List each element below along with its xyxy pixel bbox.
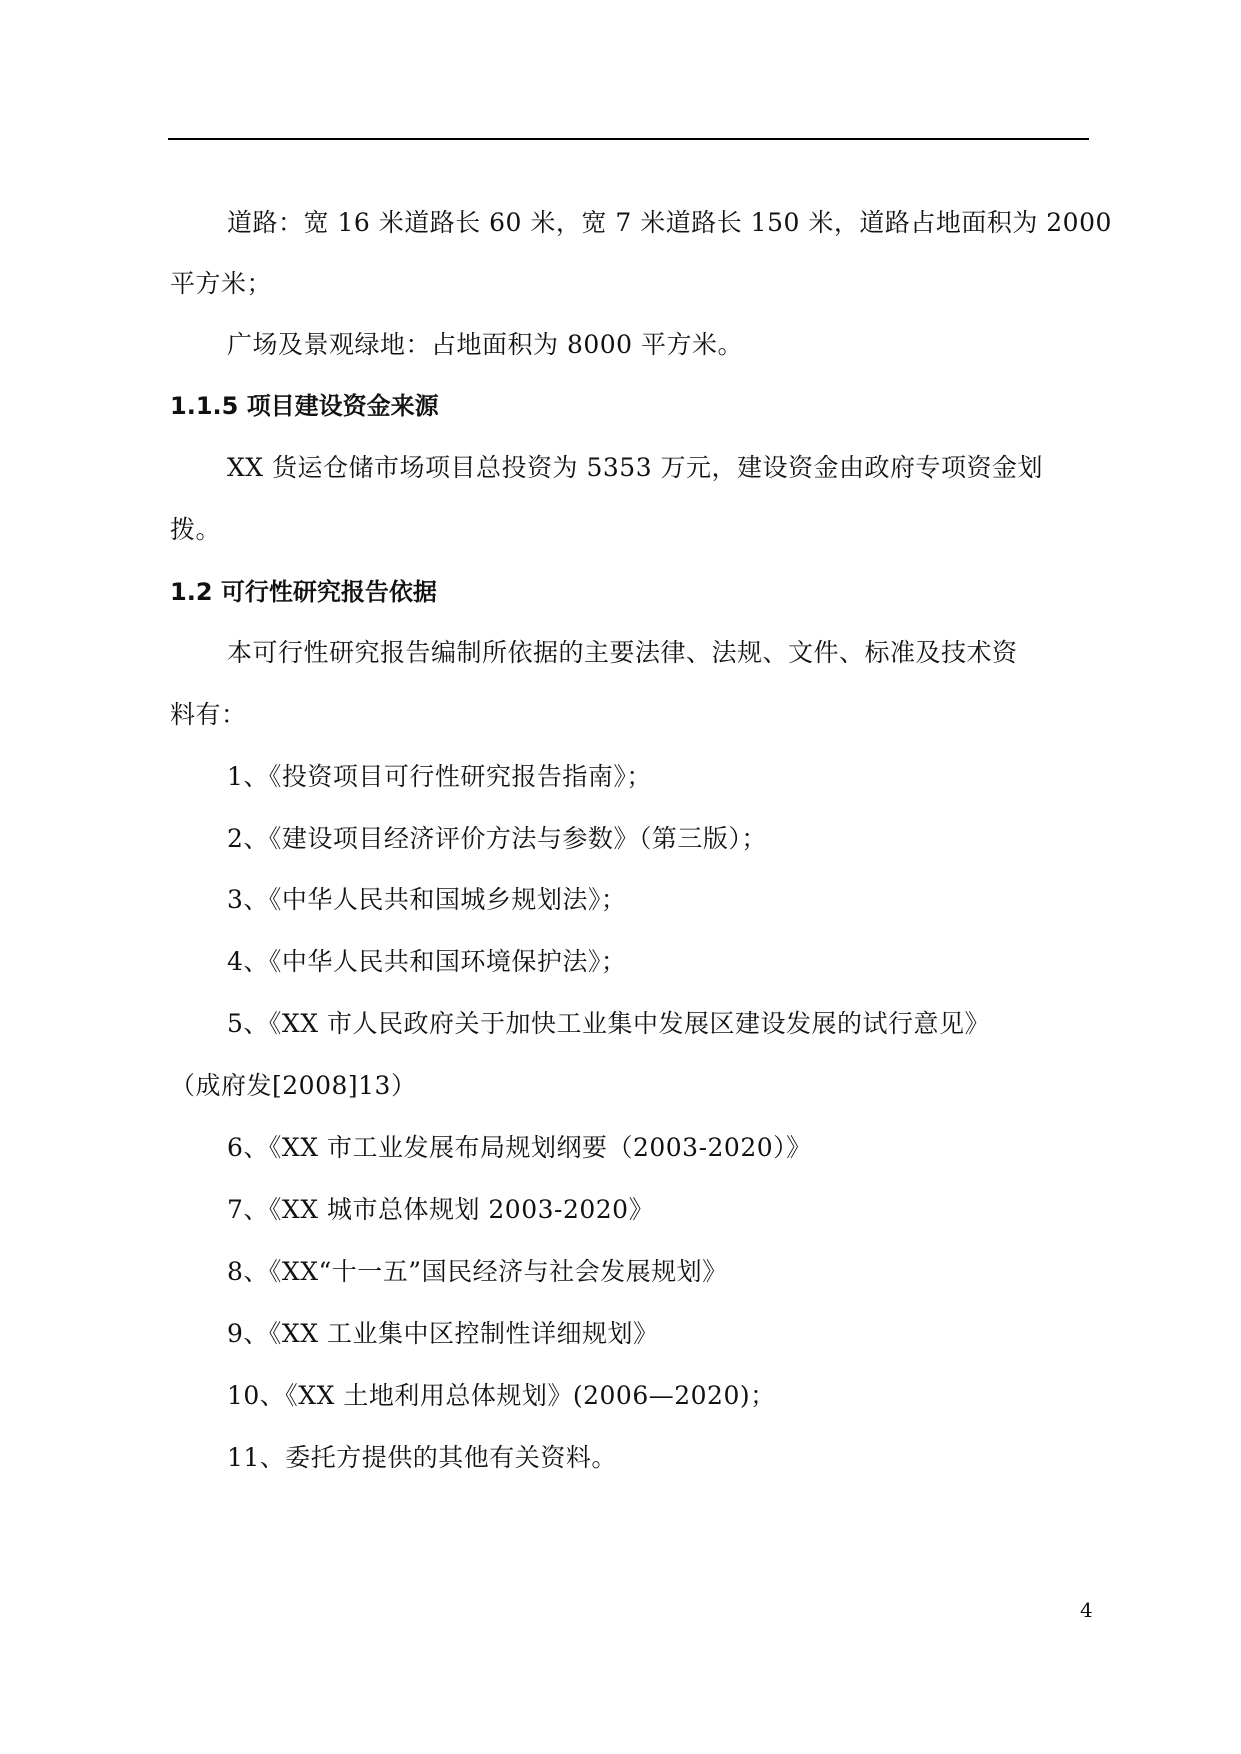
- reference-item-2: 2、《建设项目经济评价方法与参数》（第三版）；: [227, 824, 767, 853]
- header-rule: [168, 138, 1089, 140]
- reference-item-7: 7、《XX 城市总体规划 2003-2020》: [227, 1195, 655, 1224]
- plaza-paragraph: 广场及景观绿地：占地面积为 8000 平方米。: [227, 330, 744, 359]
- roads-paragraph-line-2: 平方米；: [170, 269, 273, 298]
- funding-paragraph-line-1: XX 货运仓储市场项目总投资为 5353 万元，建设资金由政府专项资金划: [227, 453, 1044, 482]
- reference-item-5: 5、《XX 市人民政府关于加快工业集中发展区建设发展的试行意见》: [227, 1009, 990, 1038]
- reference-item-8: 8、《XX“十一五”国民经济与社会发展规划》: [227, 1257, 728, 1286]
- basis-intro-line-1: 本可行性研究报告编制所依据的主要法律、法规、文件、标准及技术资: [227, 638, 1018, 667]
- basis-intro-line-2: 料有：: [170, 700, 247, 729]
- roads-paragraph-line-1: 道路：宽 16 米道路长 60 米，宽 7 米道路长 150 米，道路占地面积为 2000: [227, 208, 1112, 237]
- reference-item-5-continuation: （成府发[2008]13）: [170, 1071, 417, 1100]
- reference-item-10: 10、《XX 土地利用总体规划》(2006—2020)；: [227, 1381, 776, 1410]
- reference-item-1: 1、《投资项目可行性研究报告指南》；: [227, 762, 652, 791]
- reference-item-4: 4、《中华人民共和国环境保护法》；: [227, 947, 627, 976]
- section-heading-1-1-5: 1.1.5 项目建设资金来源: [170, 392, 439, 420]
- reference-item-11: 11、委托方提供的其他有关资料。: [227, 1443, 617, 1472]
- page-number: 4: [1080, 1598, 1093, 1622]
- reference-item-3: 3、《中华人民共和国城乡规划法》；: [227, 885, 627, 914]
- section-heading-1-2: 1.2 可行性研究报告依据: [170, 578, 437, 606]
- reference-item-6: 6、《XX 市工业发展布局规划纲要（2003-2020）》: [227, 1133, 812, 1162]
- funding-paragraph-line-2: 拨。: [170, 515, 222, 544]
- reference-item-9: 9、《XX 工业集中区控制性详细规划》: [227, 1319, 659, 1348]
